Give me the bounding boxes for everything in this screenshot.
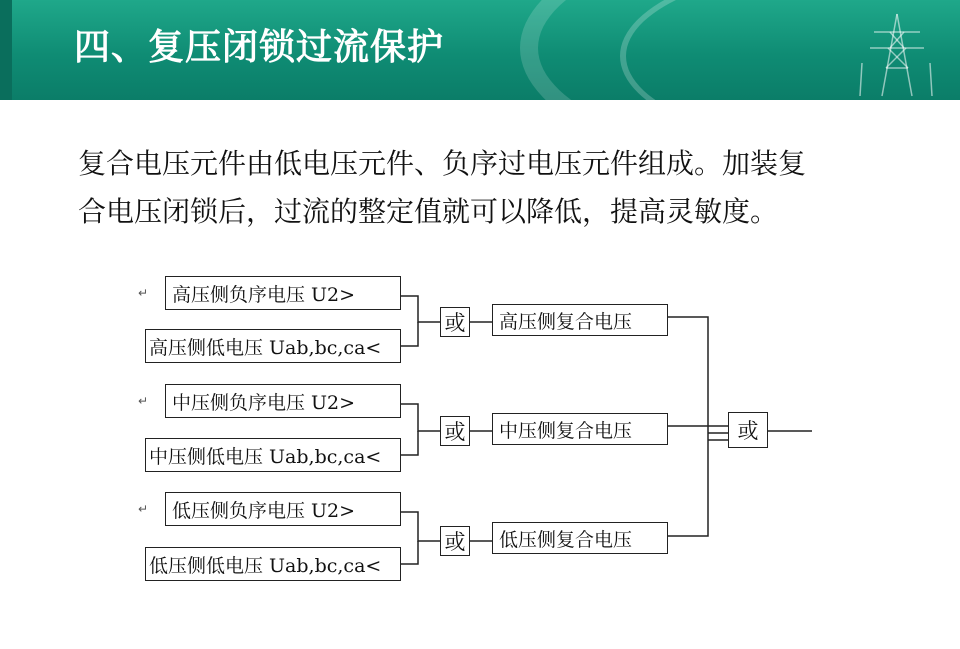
intro-line-1: 复合电压元件由低电压元件、负序过电压元件组成。加装复 [78,147,807,180]
low-voltage-box-high [145,329,401,363]
output-label: 中压侧复合电压 [499,419,633,442]
or-gate-mid [440,416,470,446]
low-voltage-box-low [145,547,401,581]
wire [401,512,440,541]
low-voltage-label: 高压侧低电压 Uab,bc,ca< [149,336,382,359]
composite-voltage-box-low [492,522,668,554]
composite-voltage-box-high [492,304,668,336]
neg-seq-voltage-box-high [165,276,401,310]
neg-seq-label: 中压侧负序电压 U2> [172,391,356,414]
output-label: 高压侧复合电压 [499,310,633,333]
wire [401,404,440,431]
or-gate-high [440,307,470,337]
wire [401,322,418,346]
wire [401,431,418,455]
low-voltage-box-mid [145,438,401,472]
neg-seq-label: 低压侧负序电压 U2> [172,499,356,522]
wire [668,317,708,433]
composite-voltage-box-mid [492,413,668,445]
wire [401,296,440,322]
intro-line-2: 合电压闭锁后，过流的整定值就可以降低，提高灵敏度。 [78,195,779,228]
low-voltage-label: 低压侧低电压 Uab,bc,ca< [149,554,382,577]
gate-label: 或 [444,311,466,335]
wire [401,541,418,564]
page-title: 四、复压闭锁过流保护 [74,27,445,68]
return-mark: ↵ [138,394,149,408]
neg-seq-label: 高压侧负序电压 U2> [172,283,356,306]
gate-label: 或 [737,419,759,443]
or-gate-final [728,412,768,448]
output-label: 低压侧复合电压 [499,528,633,551]
or-gate-low [440,526,470,556]
neg-seq-voltage-box-low [165,492,401,526]
return-mark: ↵ [138,286,149,300]
return-mark: ↵ [138,502,149,516]
gate-label: 或 [444,530,466,554]
low-voltage-label: 中压侧低电压 Uab,bc,ca< [149,445,382,468]
gate-label: 或 [444,420,466,444]
neg-seq-voltage-box-mid [165,384,401,418]
wire [668,433,708,536]
